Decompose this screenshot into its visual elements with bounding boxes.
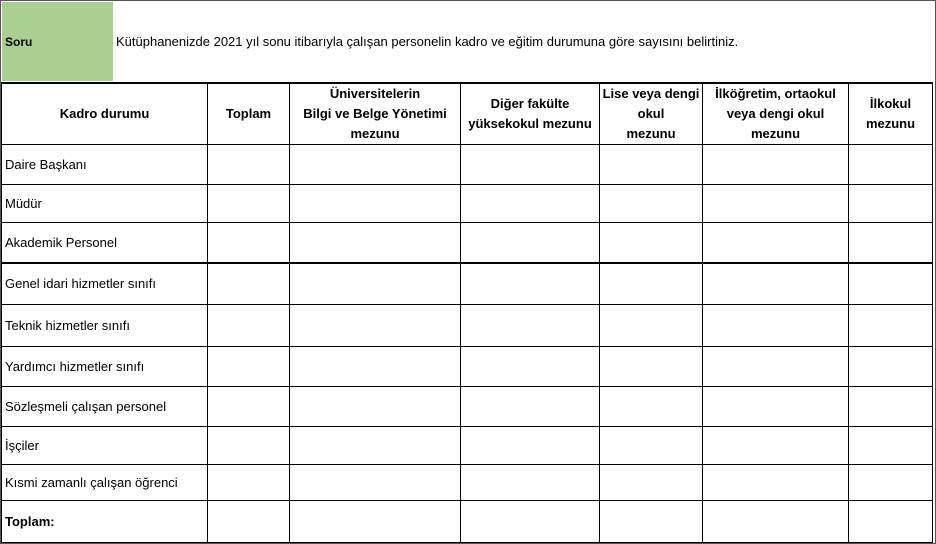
table-cell[interactable] [208,223,290,263]
row-label: İşçiler [2,427,208,465]
row-label: Genel idari hizmetler sınıfı [2,263,208,305]
row-label: Yardımcı hizmetler sınıfı [2,347,208,387]
table-cell[interactable] [290,465,461,501]
table-cell[interactable] [600,465,703,501]
table-row-total [2,501,933,543]
table-row [2,465,933,501]
table-cell[interactable] [849,465,933,501]
row-label: Sözleşmeli çalışan personel [2,387,208,427]
staff-table [1,82,933,543]
question-text: Kütüphanenizde 2021 yıl sonu itibarıyla çalışan personelin kadro ve eğitim durumuna göre sayısını belirtiniz. [116,34,739,49]
table-cell[interactable] [290,387,461,427]
table-cell[interactable] [600,223,703,263]
table-cell[interactable] [849,347,933,387]
table-cell[interactable] [290,427,461,465]
table-cell[interactable] [849,501,933,543]
table-cell[interactable] [461,305,600,347]
table-row [2,305,933,347]
table-cell[interactable] [461,145,600,185]
table-cell[interactable] [703,263,849,305]
table-cell[interactable] [849,185,933,223]
table-cell[interactable] [290,263,461,305]
table-cell[interactable] [208,185,290,223]
table-cell[interactable] [290,347,461,387]
table-cell[interactable] [208,501,290,543]
table-cell[interactable] [461,427,600,465]
table-cell[interactable] [461,263,600,305]
table-cell[interactable] [600,427,703,465]
table-cell[interactable] [600,185,703,223]
table-cell[interactable] [600,387,703,427]
table-cell[interactable] [461,223,600,263]
table-cell[interactable] [849,263,933,305]
table-cell[interactable] [600,347,703,387]
table-cell[interactable] [461,387,600,427]
header-ilkokul: İlkokul mezunu [849,83,933,145]
table-cell[interactable] [703,387,849,427]
table-cell[interactable] [703,427,849,465]
table-cell[interactable] [849,145,933,185]
table-cell[interactable] [703,223,849,263]
table-row [2,185,933,223]
table-row [2,263,933,305]
table-row [2,223,933,263]
header-lise: Lise veya dengi okul mezunu [600,83,703,145]
table-cell[interactable] [600,501,703,543]
row-label: Teknik hizmetler sınıfı [2,305,208,347]
header-bilgi-belge: Üniversitelerin Bilgi ve Belge Yönetimi mezunu [290,83,461,145]
header-toplam: Toplam [208,83,290,145]
table-cell[interactable] [600,263,703,305]
table-cell[interactable] [703,145,849,185]
table-cell[interactable] [461,465,600,501]
table-cell[interactable] [461,347,600,387]
table-cell[interactable] [208,347,290,387]
table-cell[interactable] [290,223,461,263]
table-cell[interactable] [600,305,703,347]
total-row-label: Toplam: [2,501,208,543]
row-label: Akademik Personel [2,223,208,263]
table-cell[interactable] [703,465,849,501]
table-cell[interactable] [290,145,461,185]
table-cell[interactable] [600,145,703,185]
question-label: Soru [2,2,113,81]
table-row [2,427,933,465]
table-cell[interactable] [703,185,849,223]
row-label: Daire Başkanı [2,145,208,185]
table-cell[interactable] [849,305,933,347]
table-cell[interactable] [208,465,290,501]
table-cell[interactable] [461,185,600,223]
table-cell[interactable] [703,501,849,543]
table-cell[interactable] [849,223,933,263]
table-cell[interactable] [703,347,849,387]
table-row [2,387,933,427]
table-row [2,347,933,387]
table-cell[interactable] [208,145,290,185]
table-cell[interactable] [849,387,933,427]
table-cell[interactable] [290,501,461,543]
table-row [2,145,933,185]
table-cell[interactable] [849,427,933,465]
table-cell[interactable] [208,263,290,305]
header-ilkogretim: İlköğretim, ortaokul veya dengi okul mezunu [703,83,849,145]
table-cell[interactable] [208,387,290,427]
table-cell[interactable] [290,185,461,223]
row-label: Kısmi zamanlı çalışan öğrenci [2,465,208,501]
header-diger-fakulte: Diğer fakülte yüksekokul mezunu [461,83,600,145]
header-kadro-durumu: Kadro durumu [2,83,208,145]
table-cell[interactable] [461,501,600,543]
table-cell[interactable] [208,427,290,465]
table-cell[interactable] [208,305,290,347]
row-label: Müdür [2,185,208,223]
table-cell[interactable] [703,305,849,347]
table-cell[interactable] [290,305,461,347]
